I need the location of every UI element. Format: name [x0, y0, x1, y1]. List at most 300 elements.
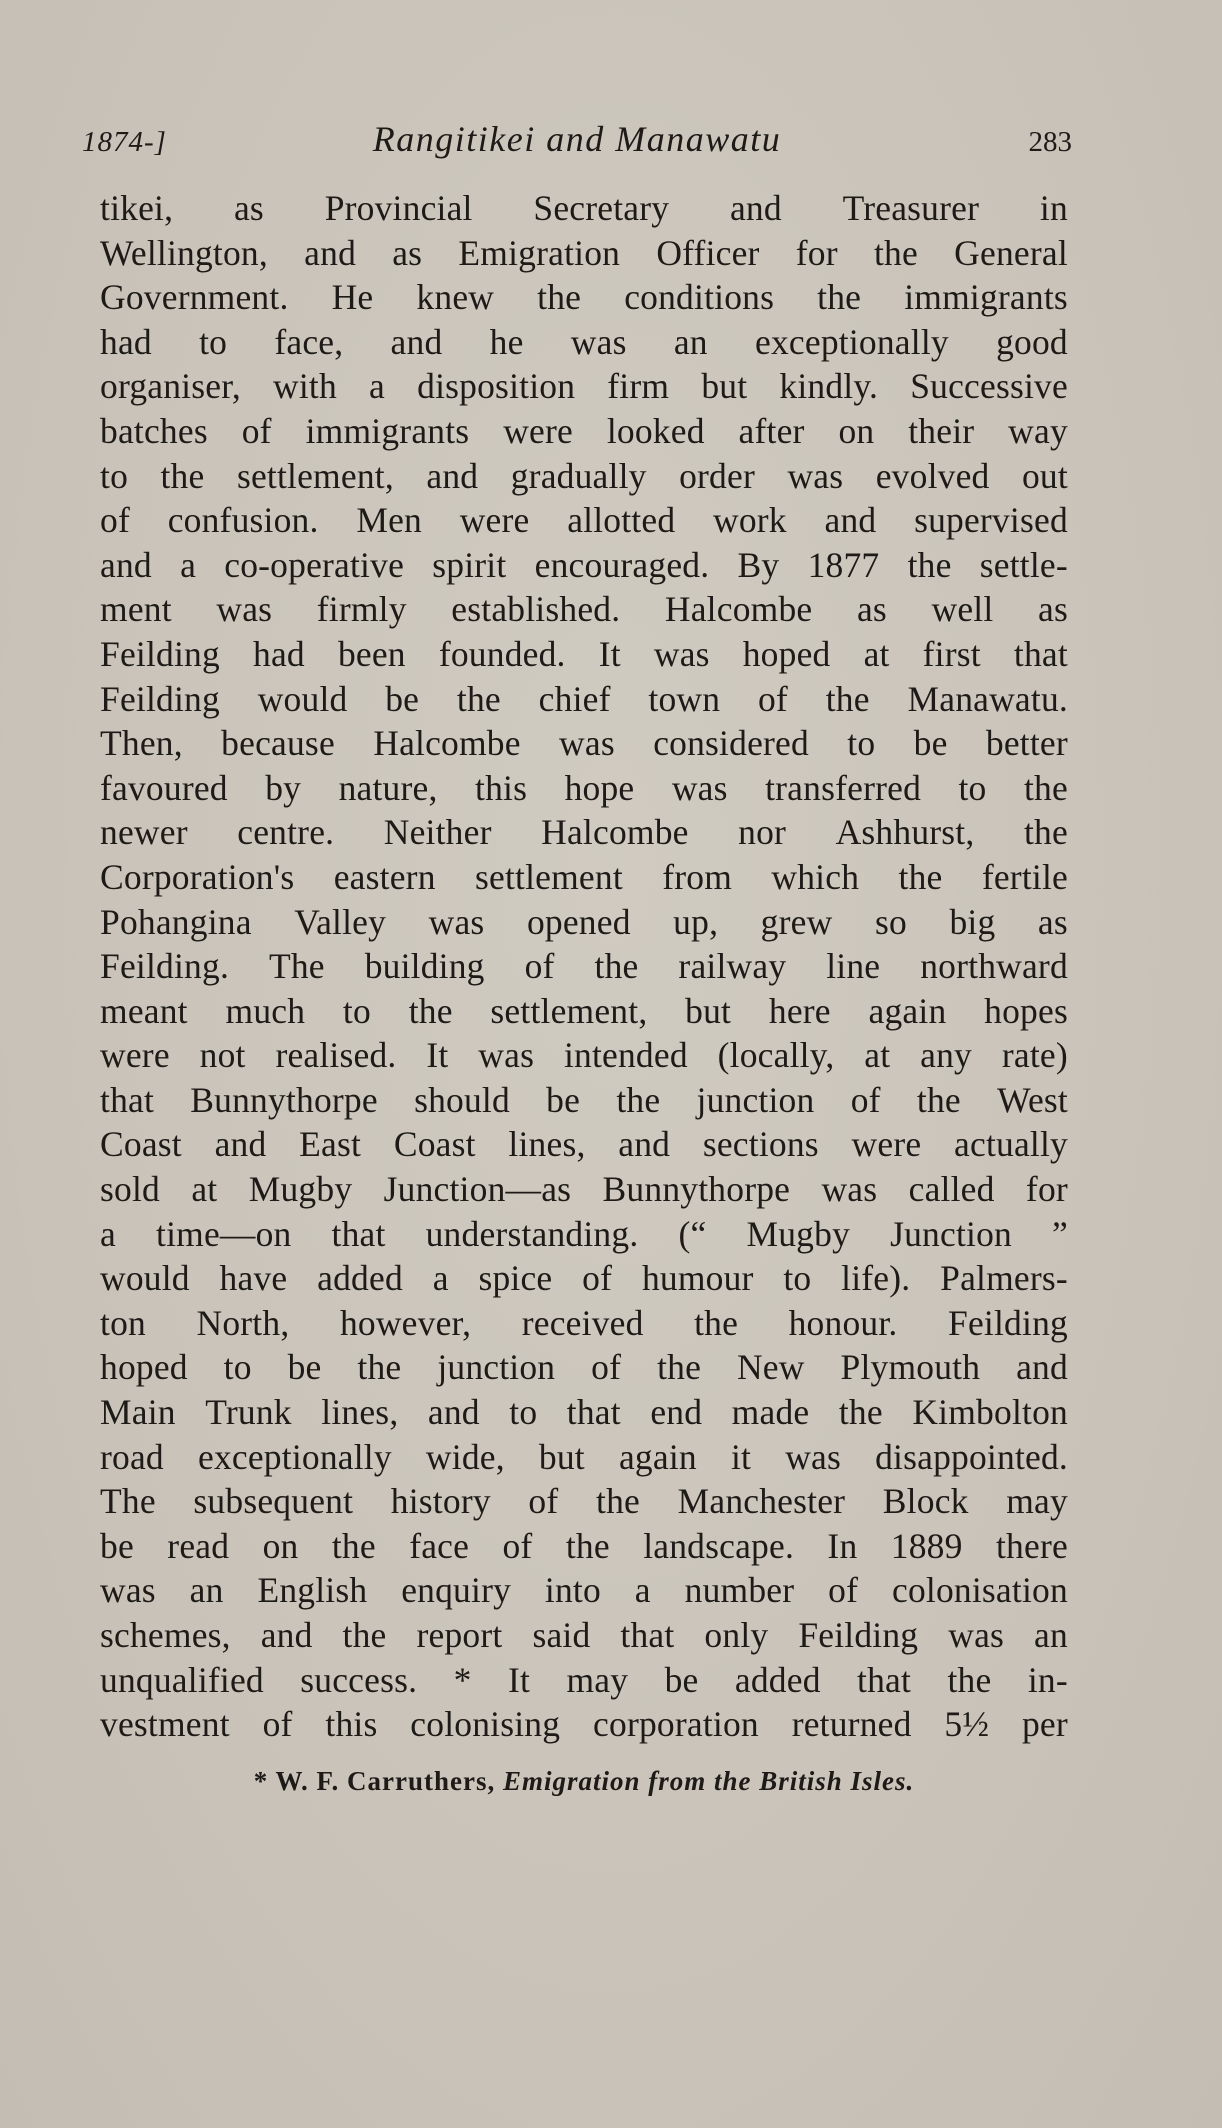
word: good — [996, 321, 1068, 362]
word: the — [616, 1079, 661, 1120]
body-text — [100, 186, 1068, 1747]
word: nor — [738, 812, 787, 853]
word: should — [414, 1079, 510, 1120]
word: an — [673, 321, 708, 362]
word: The — [100, 1481, 156, 1522]
word: be — [385, 678, 420, 719]
word: Ashhurst, — [835, 812, 975, 853]
body-line — [100, 186, 1068, 231]
body-line — [100, 1479, 1068, 1524]
word: hoped — [742, 633, 831, 674]
word: encouraged. — [534, 544, 710, 585]
word: called — [908, 1169, 995, 1210]
word: disposition — [417, 366, 576, 407]
word: It — [507, 1659, 531, 1700]
word: have — [219, 1258, 288, 1299]
header-title: Rangitikei and Manawatu — [372, 119, 782, 159]
body-line — [100, 855, 1068, 900]
word: hoped — [100, 1347, 188, 1388]
body-line — [100, 1435, 1068, 1480]
word: settlement, — [236, 455, 394, 496]
word: the — [331, 1525, 376, 1566]
word: (locally, — [717, 1035, 835, 1076]
word: at — [864, 1035, 891, 1076]
word: humour — [641, 1258, 754, 1299]
word: Wellington, — [100, 232, 268, 273]
word: Officer — [656, 232, 760, 273]
word: immigrants — [904, 277, 1068, 318]
word: subsequent — [193, 1481, 354, 1522]
word: again — [868, 990, 947, 1031]
word: a — [100, 1213, 116, 1254]
word: of — [582, 1258, 613, 1299]
word: of — [850, 1079, 881, 1120]
word: schemes, — [100, 1615, 231, 1655]
word: Secretary — [533, 188, 670, 228]
word: Block — [882, 1481, 969, 1522]
word: batches — [100, 410, 208, 451]
body-line — [100, 498, 1068, 543]
word: disappointed. — [875, 1436, 1068, 1477]
word: organiser, — [100, 366, 241, 407]
word: Treasurer — [842, 188, 980, 228]
word: General — [954, 232, 1068, 273]
word: had — [253, 633, 305, 674]
word: an — [1034, 1615, 1068, 1655]
word: eastern — [333, 856, 436, 897]
word: intended — [563, 1035, 688, 1076]
word: (“ — [678, 1213, 707, 1254]
word: the — [873, 232, 918, 273]
word: a — [634, 1570, 651, 1611]
word: allotted — [567, 500, 676, 541]
word: Emigration — [458, 232, 621, 273]
word: in- — [1027, 1659, 1068, 1700]
word: Kimbolton — [912, 1392, 1068, 1433]
word: was — [216, 589, 273, 630]
word: Men — [356, 500, 422, 541]
word: of — [591, 1347, 622, 1388]
word: the — [408, 990, 453, 1031]
word: of — [262, 1704, 293, 1745]
word: of — [502, 1525, 533, 1566]
word: had — [100, 321, 152, 362]
word: vestment — [100, 1704, 230, 1745]
word: was — [428, 901, 485, 942]
body-line — [100, 1256, 1068, 1301]
word: per — [1021, 1704, 1068, 1745]
word: ” — [1052, 1213, 1068, 1254]
word: transferred — [765, 767, 922, 808]
word: line — [826, 946, 881, 987]
body-line — [100, 1568, 1068, 1613]
word: the — [537, 277, 582, 318]
word: colonising — [410, 1704, 561, 1745]
word: Valley — [294, 901, 387, 942]
word: not — [199, 1035, 246, 1076]
word: honour. — [788, 1302, 898, 1343]
word: this — [325, 1704, 378, 1745]
word: an — [189, 1570, 224, 1611]
word: conditions — [624, 277, 775, 318]
word: report — [416, 1615, 503, 1655]
word: again — [618, 1436, 697, 1477]
word: was — [478, 1035, 535, 1076]
word: spirit — [432, 544, 507, 585]
word: of — [528, 1481, 559, 1522]
word: and — [824, 500, 877, 541]
word: Halcombe — [664, 589, 813, 630]
word: the — [817, 277, 862, 318]
word: Trunk — [205, 1392, 292, 1433]
word: as — [1038, 589, 1068, 630]
word: kindly. — [779, 366, 879, 407]
word: settlement, — [490, 990, 648, 1031]
body-line — [100, 1390, 1068, 1435]
word: junction — [437, 1347, 556, 1388]
word: the — [456, 678, 501, 719]
word: for — [1025, 1169, 1068, 1210]
word: the — [1023, 812, 1068, 853]
word: be — [913, 723, 948, 764]
word: order — [679, 455, 755, 496]
word: after — [738, 410, 805, 451]
footnote-title: Emigration from the British Isles. — [502, 1766, 915, 1796]
word: at — [191, 1169, 218, 1210]
word: was — [671, 767, 728, 808]
word: was — [821, 1169, 878, 1210]
word: North, — [196, 1302, 290, 1343]
word: hopes — [984, 990, 1068, 1031]
body-line — [100, 1658, 1068, 1703]
word: In — [827, 1525, 858, 1566]
body-line — [100, 543, 1068, 588]
word: any — [920, 1035, 972, 1076]
word: made — [731, 1392, 810, 1433]
word: the — [907, 544, 952, 585]
word: Corporation's — [100, 856, 295, 897]
word: read — [167, 1525, 230, 1566]
word: Junction—as — [383, 1169, 572, 1210]
word: which — [771, 856, 860, 897]
word: added — [317, 1258, 403, 1299]
word: were — [503, 410, 573, 451]
word: was — [570, 321, 627, 362]
word: that — [1013, 633, 1068, 674]
body-line — [100, 989, 1068, 1034]
word: unqualified — [100, 1659, 264, 1700]
word: wide, — [425, 1436, 505, 1477]
word: the — [916, 1079, 961, 1120]
word: understanding. — [425, 1213, 639, 1254]
word: considered — [653, 723, 809, 764]
word: Junction — [890, 1213, 1012, 1254]
word: meant — [100, 990, 188, 1031]
word: and — [618, 1124, 671, 1165]
word: Feilding — [100, 633, 220, 674]
word: there — [995, 1525, 1068, 1566]
word: better — [985, 723, 1068, 764]
word: the — [1023, 767, 1068, 808]
word: but — [685, 990, 732, 1031]
word: favoured — [100, 767, 228, 808]
word: to — [223, 1347, 252, 1388]
word: actually — [954, 1124, 1068, 1165]
word: and — [260, 1615, 313, 1655]
body-line — [100, 1524, 1068, 1569]
word: newer — [100, 812, 188, 853]
word: and — [304, 232, 357, 273]
footnote — [100, 1766, 1068, 1797]
word: 5½ — [944, 1704, 990, 1745]
word: of — [828, 1570, 859, 1611]
word: Provincial — [324, 188, 473, 228]
body-line — [100, 1078, 1068, 1123]
word: the — [342, 1615, 387, 1655]
word: By — [737, 544, 780, 585]
word: the — [657, 1347, 702, 1388]
word: corporation — [593, 1704, 759, 1745]
word: as — [233, 188, 264, 228]
word: out — [1021, 455, 1068, 496]
word: was — [948, 1615, 1005, 1655]
word: colonisation — [891, 1570, 1068, 1611]
word: sections — [702, 1124, 819, 1165]
word: were — [851, 1124, 922, 1165]
word: be — [100, 1525, 134, 1566]
word: would — [257, 678, 348, 719]
word: the — [596, 1481, 640, 1522]
word: and — [1016, 1347, 1068, 1388]
word: East — [299, 1124, 362, 1165]
word: established. — [451, 589, 621, 630]
word: the — [838, 1392, 883, 1433]
word: He — [331, 277, 374, 318]
word: big — [949, 901, 996, 942]
word: that — [331, 1213, 386, 1254]
word: to — [783, 1258, 812, 1299]
word: Mugby — [746, 1213, 851, 1254]
word: in — [1039, 188, 1068, 228]
word: a — [432, 1258, 449, 1299]
word: Feilding — [798, 1615, 919, 1655]
word: Neither — [383, 812, 492, 853]
word: opened — [526, 901, 631, 942]
word: but — [701, 366, 748, 407]
word: here — [768, 990, 831, 1031]
word: with — [273, 366, 337, 407]
word: Bunnythorpe — [190, 1079, 378, 1120]
word: been — [337, 633, 406, 674]
word: gradually — [510, 455, 647, 496]
word: to — [199, 321, 228, 362]
word: to — [509, 1392, 538, 1433]
word: chief — [538, 678, 611, 719]
word: firm — [607, 366, 670, 407]
word: the — [694, 1302, 739, 1343]
body-line — [100, 454, 1068, 499]
body-line — [100, 1702, 1068, 1747]
word: so — [874, 901, 907, 942]
word: to — [958, 767, 987, 808]
word: was — [653, 633, 710, 674]
word: of — [100, 500, 130, 541]
word: time—on — [156, 1213, 292, 1254]
word: much — [225, 990, 306, 1031]
word: would — [100, 1258, 190, 1299]
word: The — [268, 946, 325, 987]
footnote-author: * W. F. Carruthers, — [253, 1766, 503, 1796]
body-line — [100, 1613, 1068, 1658]
word: Successive — [910, 366, 1068, 407]
word: evolved — [875, 455, 990, 496]
word: but — [538, 1436, 585, 1477]
body-line — [100, 721, 1068, 766]
word: that — [620, 1615, 675, 1655]
word: firmly — [316, 589, 407, 630]
word: face — [409, 1525, 470, 1566]
word: to — [847, 723, 876, 764]
word: the — [357, 1347, 402, 1388]
body-line — [100, 320, 1068, 365]
word: only — [704, 1615, 769, 1655]
word: settle- — [979, 544, 1068, 585]
word: nature, — [338, 767, 438, 808]
word: It — [598, 633, 621, 674]
word: * — [453, 1659, 472, 1700]
word: 1889 — [890, 1525, 963, 1566]
word: Pohangina — [100, 901, 252, 942]
word: and — [729, 188, 782, 228]
word: their — [908, 410, 975, 451]
body-line — [100, 231, 1068, 276]
word: added — [734, 1659, 821, 1700]
word: exceptionally — [755, 321, 949, 362]
word: sold — [100, 1169, 160, 1210]
word: as — [392, 232, 423, 273]
word: Government. — [100, 277, 289, 318]
word: Manawatu. — [907, 678, 1068, 719]
word: looked — [606, 410, 705, 451]
word: spice — [478, 1258, 553, 1299]
word: Mugby — [248, 1169, 353, 1210]
word: into — [544, 1570, 601, 1611]
word: the — [565, 1525, 610, 1566]
word: lines, — [321, 1392, 399, 1433]
word: and — [426, 455, 479, 496]
word: town — [648, 678, 721, 719]
word: 1877 — [807, 544, 880, 585]
word: a — [180, 544, 197, 585]
word: Then, — [100, 723, 183, 764]
word: tikei, — [100, 188, 174, 228]
word: received — [521, 1302, 644, 1343]
word: Bunnythorpe — [602, 1169, 791, 1210]
body-line — [100, 1167, 1068, 1212]
word: Feilding. — [100, 946, 230, 987]
word: road — [100, 1436, 164, 1477]
word: landscape. — [643, 1525, 795, 1566]
word: English — [257, 1570, 368, 1611]
word: realised. — [275, 1035, 397, 1076]
word: that — [857, 1659, 912, 1700]
word: Feilding — [948, 1302, 1068, 1343]
word: settlement — [474, 856, 623, 897]
word: founded. — [438, 633, 566, 674]
word: the — [898, 856, 943, 897]
word: well — [931, 589, 994, 630]
word: to — [342, 990, 371, 1031]
word: Halcombe — [541, 812, 689, 853]
word: said — [532, 1615, 591, 1655]
word: may — [566, 1659, 629, 1700]
word: and — [100, 544, 152, 585]
word: junction — [696, 1079, 815, 1120]
word: way — [1008, 410, 1068, 451]
word: it — [730, 1436, 752, 1477]
word: Coast — [393, 1124, 476, 1165]
word: grew — [760, 901, 833, 942]
word: from — [662, 856, 733, 897]
word: immigrants — [305, 410, 470, 451]
word: West — [997, 1079, 1068, 1120]
word: however, — [339, 1302, 472, 1343]
word: may — [1006, 1481, 1068, 1522]
word: New — [736, 1347, 805, 1388]
body-line — [100, 409, 1068, 454]
word: he — [489, 321, 524, 362]
body-line — [100, 944, 1068, 989]
word: co-operative — [224, 544, 405, 585]
word: because — [221, 723, 335, 764]
word: ton — [100, 1302, 146, 1343]
word: fertile — [981, 856, 1068, 897]
word: Palmers- — [940, 1258, 1068, 1299]
word: at — [863, 633, 890, 674]
word: and — [427, 1392, 480, 1433]
body-line — [100, 900, 1068, 945]
word: be — [287, 1347, 322, 1388]
word: enquiry — [401, 1570, 512, 1611]
word: up, — [673, 901, 719, 942]
word: Halcombe — [373, 723, 521, 764]
word: success. — [300, 1659, 418, 1700]
word: knew — [416, 277, 495, 318]
word: supervised — [914, 500, 1068, 541]
word: history — [390, 1481, 491, 1522]
word: were — [100, 1035, 170, 1076]
body-line — [100, 587, 1068, 632]
word: that — [100, 1079, 155, 1120]
word: exceptionally — [197, 1436, 392, 1477]
word: hope — [564, 767, 635, 808]
body-line — [100, 810, 1068, 855]
body-line — [100, 1212, 1068, 1257]
word: Feilding — [100, 678, 220, 719]
word: and — [390, 321, 443, 362]
word: Main — [100, 1392, 176, 1433]
word: on — [262, 1525, 299, 1566]
word: end — [650, 1392, 703, 1433]
word: northward — [920, 946, 1068, 987]
word: ment — [100, 589, 172, 630]
word: first — [922, 633, 981, 674]
word: building — [364, 946, 485, 987]
running-head — [82, 118, 1072, 168]
word: work — [713, 500, 787, 541]
word: be — [546, 1079, 581, 1120]
word: Coast — [100, 1124, 182, 1165]
